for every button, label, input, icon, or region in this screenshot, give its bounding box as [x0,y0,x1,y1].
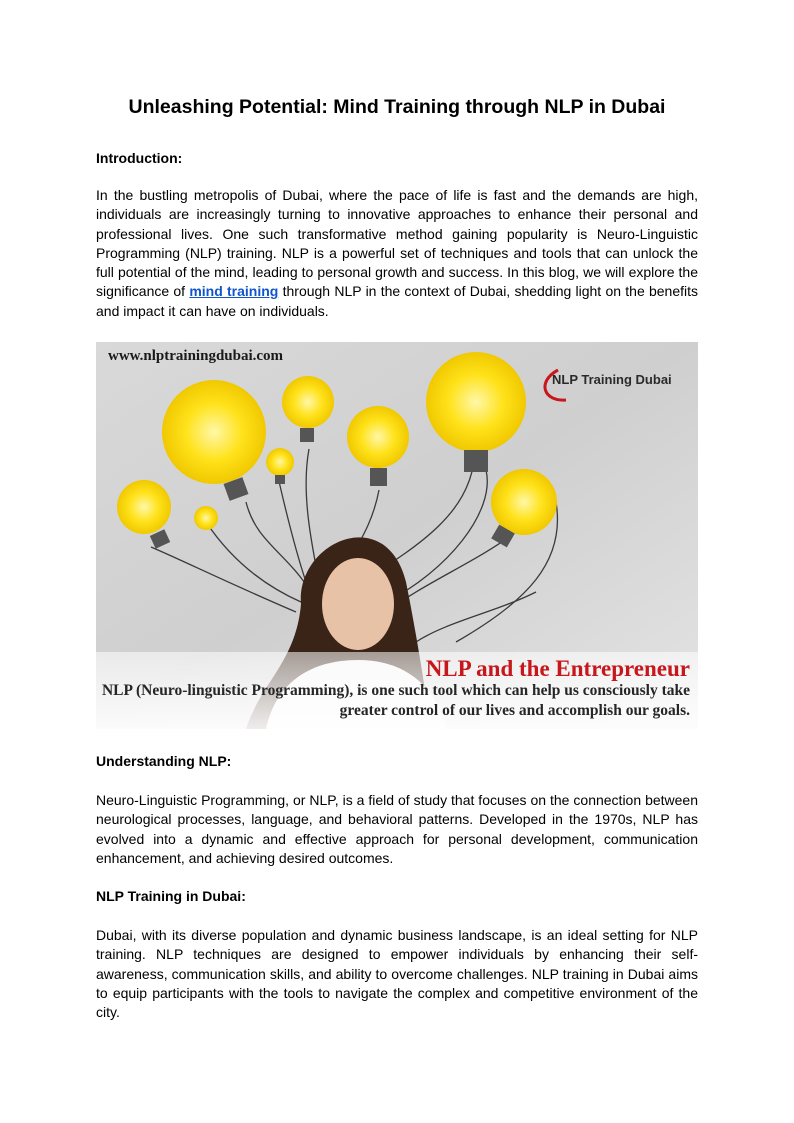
understanding-heading: Understanding NLP: [96,753,232,769]
figure-brand-name: NLP Training Dubai [552,372,672,387]
intro-text-before-link: In the bustling metropolis of Dubai, where the pace of life is fast and the demands are high, individuals are increasingly turning to innovative approaches to enhance their personal and professional lives. One such transformative method gaining popularity is Neuro-Linguistic Programming (NLP) training. NLP is a powerful set of techniques and tools that can unlock the full potential of the mind, leading to personal growth and success. In this blog, we will explore the significance of [96,187,698,300]
intro-text-after-link: through NLP in the context of Dubai, shedding light on the benefits and impact it can have on individuals. [96,283,699,319]
dubai-heading: NLP Training in Dubai: [96,888,246,904]
figure-caption-line-1: NLP (Neuro-linguistic Programming), is one such tool which can help us consciously take [101,682,690,699]
figure-website-url: www.nlptrainingdubai.com [108,348,284,364]
nlp-illustration [96,342,698,729]
dubai-paragraph: Dubai, with its diverse population and dynamic business landscape, is an ideal setting for NLP training. NLP techniques are designed to empower individuals by enhancing their self-awareness, communication skills, and ability to overcome challenges. NLP training in Dubai aims to equip participants with the tools to navigate the complex and competitive environment of the city. [96,927,698,1021]
light-bulb-icon [194,506,218,530]
intro-heading: Introduction: [96,150,183,166]
figure-caption-line-2: greater control of our lives and accomplish our goals. [339,702,690,719]
intro-paragraph [96,186,698,321]
mind-training-link[interactable]: mind training [189,283,279,300]
page-title: Unleashing Potential: Mind Training through NLP in Dubai [128,96,666,118]
understanding-paragraph: Neuro-Linguistic Programming, or NLP, is a field of study that focuses on the connection between neurological processes, language, and behavioral patterns. Developed in the 1970s, NLP has evolved into a dynamic and effective approach for personal development, communication enhancement, and achieving desired outcomes. [96,792,698,866]
figure-headline: NLP and the Entrepreneur [425,656,690,681]
